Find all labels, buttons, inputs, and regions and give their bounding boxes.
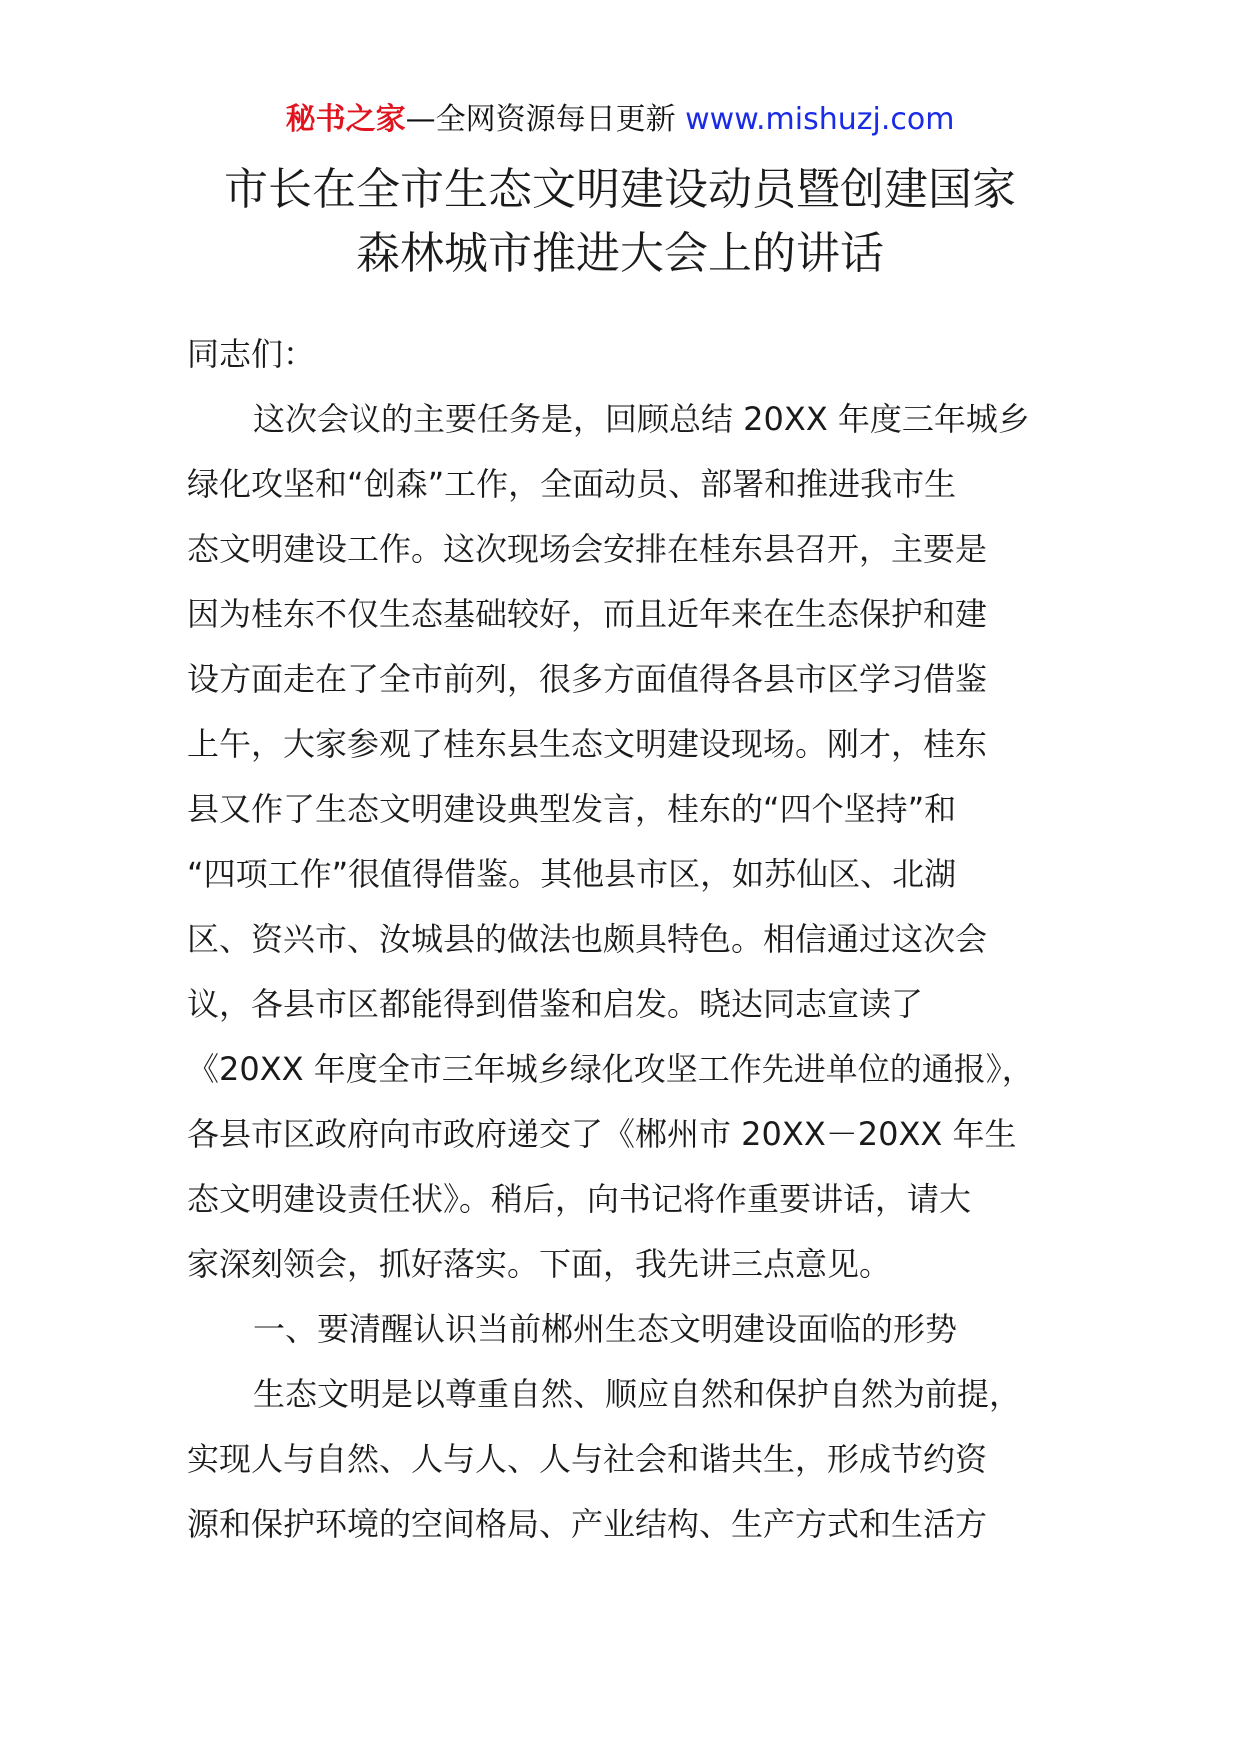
body-line: 上午，大家参观了桂东县生态文明建设现场。刚才，桂东 [187, 725, 988, 763]
body-line: 设方面走在了全市前列，很多方面值得各县市区学习借鉴 [187, 660, 988, 698]
body-line: 这次会议的主要任务是，回顾总结 20XX 年度三年城乡 [253, 400, 1030, 438]
title-line-1: 市长在全市生态文明建设动员暨创建国家 [224, 164, 1016, 215]
body-line: 《20XX 年度全市三年城乡绿化攻坚工作先进单位的通报》， [187, 1050, 1034, 1088]
salutation: 同志们： [187, 335, 316, 373]
body-line: 源和保护环境的空间格局、产业结构、生产方式和生活方 [187, 1505, 988, 1543]
section-heading: 一、要清醒认识当前郴州生态文明建设面临的形势 [253, 1310, 958, 1348]
site-url-link[interactable]: www.mishuzj.com [685, 102, 955, 137]
body-line: “四项工作”很值得借鉴。其他县市区，如苏仙区、北湖 [187, 855, 957, 893]
title-line-2: 森林城市推进大会上的讲话 [356, 228, 884, 279]
body-line: 区、资兴市、汝城县的做法也颇具特色。相信通过这次会 [187, 920, 988, 958]
body-line: 因为桂东不仅生态基础较好，而且近年来在生态保护和建 [187, 595, 988, 633]
body-line: 县又作了生态文明建设典型发言，桂东的“四个坚持”和 [187, 790, 957, 828]
body-line: 实现人与自然、人与人、人与社会和谐共生，形成节约资 [187, 1440, 988, 1478]
body-line: 各县市区政府向市政府递交了《郴州市 20XX－20XX 年生 [187, 1115, 1017, 1153]
body-line: 态文明建设责任状》。稍后，向书记将作重要讲话，请大 [187, 1180, 972, 1218]
brand-name: 秘书之家 [285, 102, 406, 137]
body-line: 态文明建设工作。这次现场会安排在桂东县召开，主要是 [187, 530, 988, 568]
document-body [187, 322, 1057, 1557]
site-header [0, 100, 1240, 140]
body-line: 绿化攻坚和“创森”工作，全面动员、部署和推进我市生 [187, 465, 957, 503]
document-title [120, 158, 1120, 286]
body-line: 家深刻领会，抓好落实。下面，我先讲三点意见。 [187, 1245, 892, 1283]
body-line: 议，各县市区都能得到借鉴和启发。晓达同志宣读了 [187, 985, 924, 1023]
body-line: 生态文明是以尊重自然、顺应自然和保护自然为前提， [253, 1375, 1022, 1413]
header-slogan: —全网资源每日更新 [405, 102, 686, 137]
